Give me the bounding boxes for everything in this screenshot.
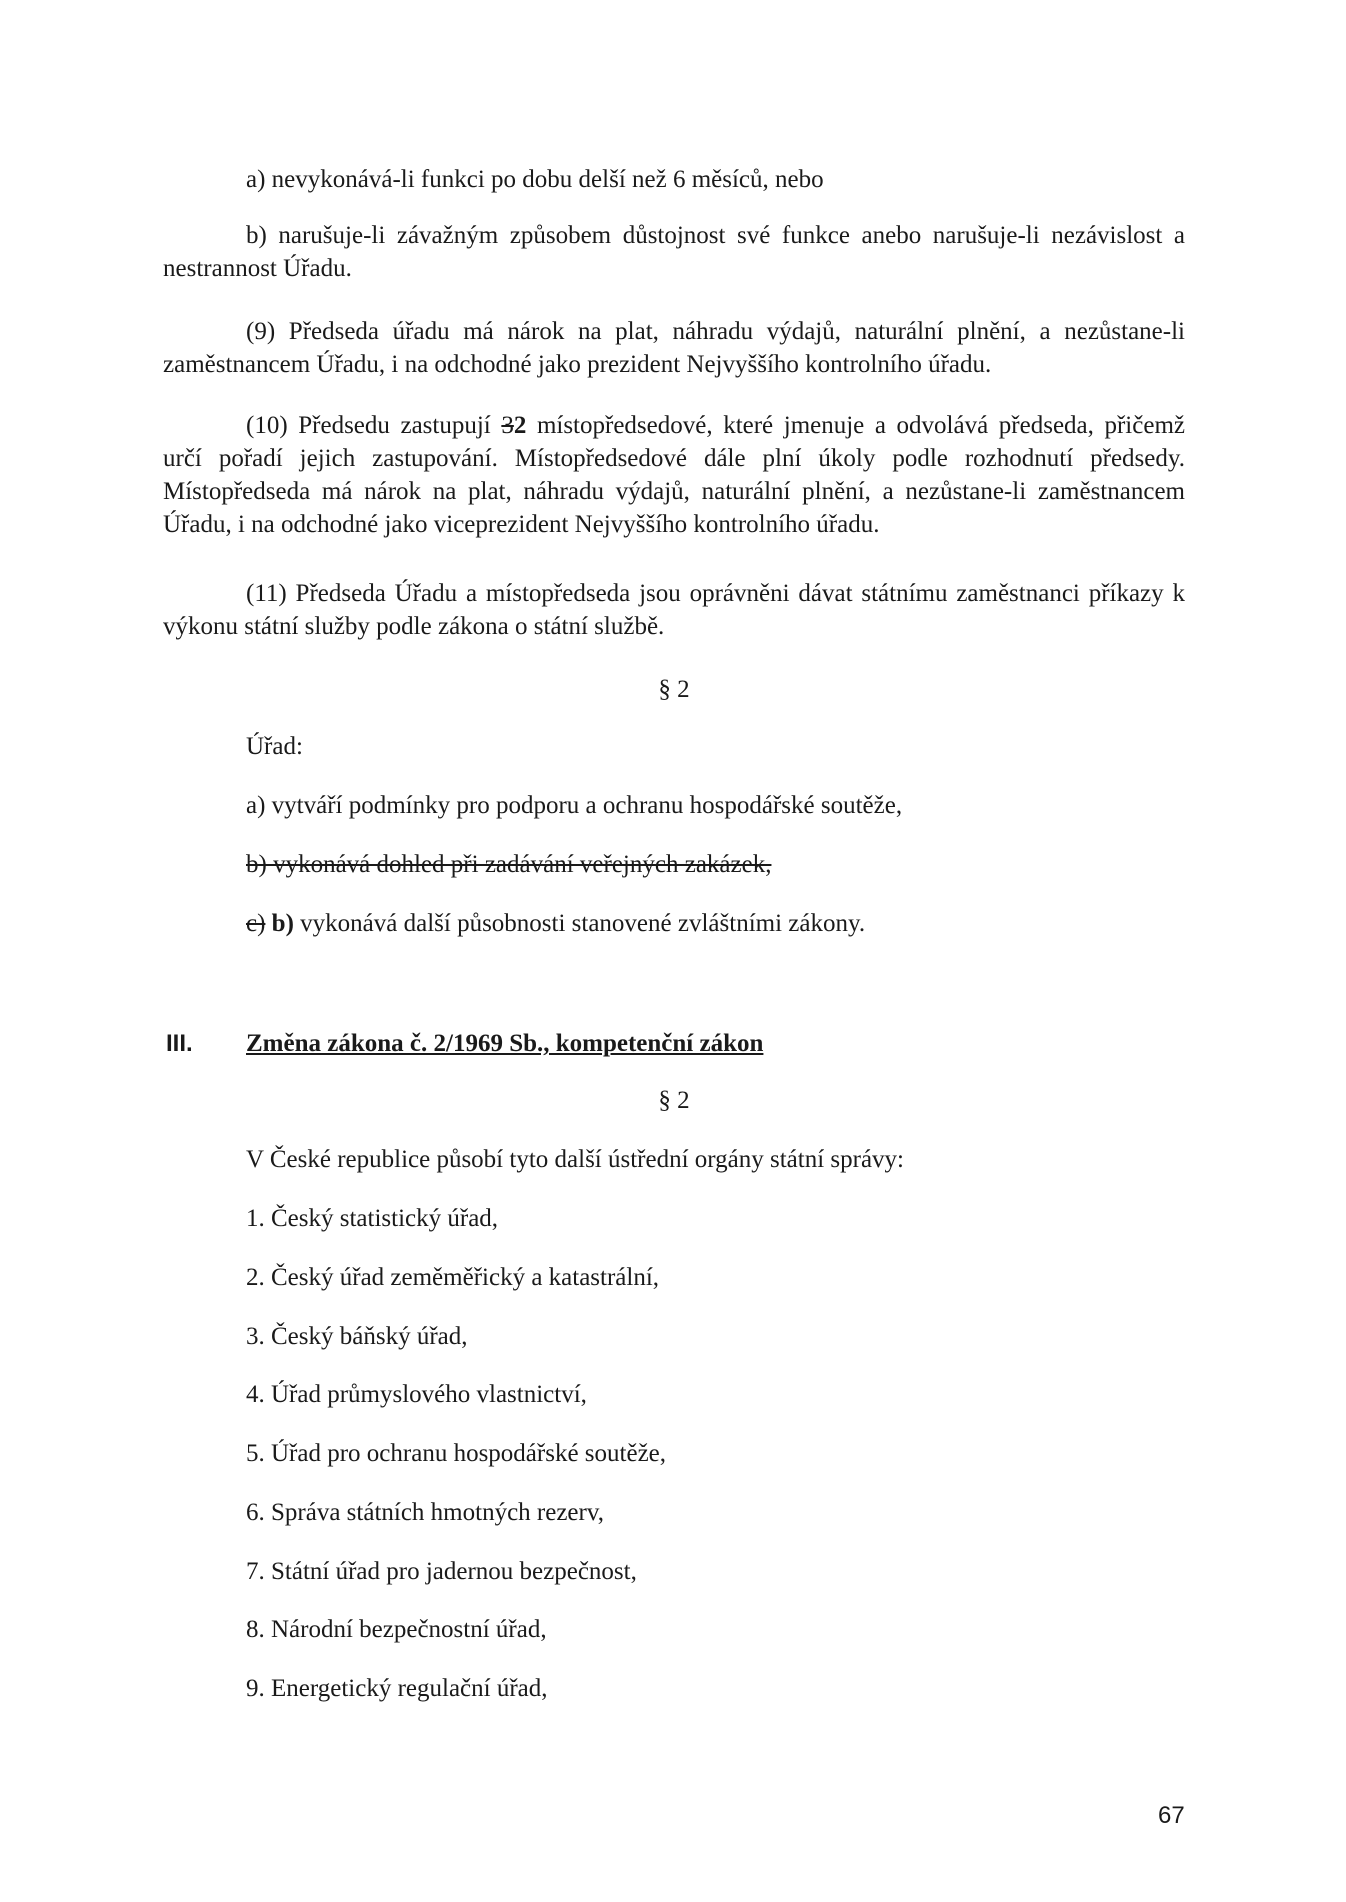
item-a-text: a) nevykonává-li funkci po dobu delší než 6 měsíců, nebo: [246, 166, 824, 193]
section-intro: Úřad:: [246, 733, 303, 760]
list-item-b-deleted: b) vykonává dohled při zadávání veřejných zakázek,: [246, 851, 772, 878]
section-heading: § 2: [658, 676, 690, 703]
list-item: 7. Státní úřad pro jadernou bezpečnost,: [246, 1558, 637, 1585]
paragraph-11: (11) Předseda Úřadu a místopředseda jsou oprávněni dávat státnímu zaměstnanci příkazy k výkonu státní služby podle zákona o státní službě.: [163, 580, 1185, 640]
list-item: 5. Úřad pro ochranu hospodářské soutěže,: [246, 1440, 667, 1467]
deleted-number: 3: [501, 412, 514, 439]
paragraph-10-rest: místopředsedové, které jmenuje a odvolává předseda, přičemž určí pořadí jejich zastupování. Místopředsedové dále plní úkoly podle rozhodnutí předsedy. Místopředseda má nárok na plat, náhradu výdajů, naturální plnění, a nezůstane-li zaměstnancem Úřadu, i na odchodné jako viceprezident Nejvyššího kontrolního úřadu.: [163, 412, 1185, 538]
list-item: 3. Český báňský úřad,: [246, 1323, 468, 1350]
paragraph-10-start: (10) Předsedu zastupují: [246, 412, 502, 439]
paragraph-9: (9) Předseda úřadu má nárok na plat, náhradu výdajů, naturální plnění, a nezůstane-li zaměstnancem Úřadu, i na odchodné jako prezident Nejvyššího kontrolního úřadu.: [163, 318, 1185, 378]
list-item-a: a) vytváří podmínky pro podporu a ochranu hospodářské soutěže,: [246, 792, 903, 819]
list-item: 9. Energetický regulační úřad,: [246, 1675, 548, 1702]
list-item: 6. Správa státních hmotných rezerv,: [246, 1499, 604, 1526]
inserted-number: 2: [513, 412, 527, 439]
list-item: 8. Národní bezpečnostní úřad,: [246, 1616, 547, 1643]
list-item-c: [246, 907, 865, 940]
paragraph-10: [163, 409, 1185, 541]
list-item: 2. Český úřad zeměměřický a katastrální,: [246, 1264, 660, 1291]
deleted-letter: c): [246, 910, 266, 937]
part-number: III.: [166, 1030, 193, 1057]
part-title: Změna zákona č. 2/1969 Sb., kompetenční zákon: [246, 1030, 764, 1057]
inserted-letter: b): [271, 910, 294, 937]
part-section-heading: § 2: [658, 1087, 690, 1114]
list-item-c-text: vykonává další působnosti stanovené zvláštními zákony.: [293, 910, 866, 937]
item-b-text: b) narušuje-li závažným způsobem důstojnost své funkce anebo narušuje-li nezávislost a nestrannost Úřadu.: [163, 222, 1185, 282]
page-number: 67: [1158, 1802, 1185, 1829]
list-item: 1. Český statistický úřad,: [246, 1205, 499, 1232]
list-item: 4. Úřad průmyslového vlastnictví,: [246, 1381, 587, 1408]
part-intro: V České republice působí tyto další ústřední orgány státní správy:: [246, 1146, 905, 1173]
